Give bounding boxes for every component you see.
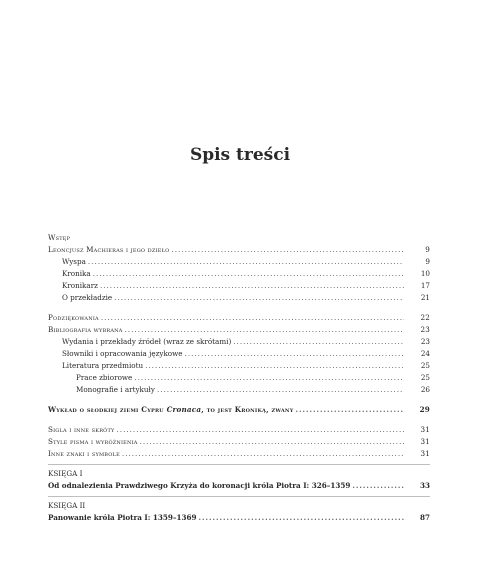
divider [48,464,430,465]
toc-row[interactable] [48,280,430,292]
toc-leader [145,360,404,372]
toc-page-number: 22 [420,313,430,322]
toc-row-book2[interactable] [48,512,430,524]
toc-leader [157,384,404,396]
toc-leader [199,512,404,524]
toc-group-sigla [48,424,430,460]
toc-page-number: 9 [425,257,430,266]
toc-leader [140,436,404,448]
toc-label: Style pisma i wyróżnienia [48,437,138,446]
toc-label: Kronika [62,269,91,278]
toc-label: Słowniki i opracowania językowe [62,349,183,358]
toc-page-number: 25 [420,373,430,382]
toc-page-number: 17 [420,281,430,290]
toc-label: KSIĘGA II [48,501,86,510]
toc-leader [233,336,404,348]
toc-label: Panowanie króla Piotra I: 1359–1369 [48,513,197,522]
toc-label: Wydania i przekłady źródeł (wraz ze skrótami) [62,337,232,346]
toc-label: Monografie i artykuły [76,385,155,394]
toc-label: Od odnalezienia Prawdziwego Krzyża do koronacji króla Piotra I: 326–1359 [48,481,351,490]
toc-label: Prace zbiorowe [76,373,133,382]
toc-page-number: 23 [420,325,430,334]
toc-page-number: 26 [420,385,430,394]
page-title: Spis treści [189,145,291,165]
toc-label: Wykład o słodkiej ziemi Cypru Cronaca, to jest Kroniką, zwany [48,405,294,414]
toc-page-number: 25 [420,361,430,370]
toc-row[interactable] [48,348,430,360]
toc-label: Inne znaki i symbole [48,449,120,458]
toc-heading-book1 [48,468,430,480]
toc-page-number: 23 [420,337,430,346]
toc-label: Podziękowania [48,313,99,322]
toc-label: Literatura przedmiotu [62,361,144,370]
toc-row[interactable] [48,424,430,436]
toc-row[interactable] [48,292,430,304]
toc-label: Kronikarz [62,281,98,290]
toc-leader [295,404,404,416]
toc-leader [171,244,404,256]
toc-heading-book2 [48,500,430,512]
toc-leader [114,292,404,304]
toc-leader [93,268,404,280]
toc-row-book1[interactable] [48,480,430,492]
toc-page-number: 24 [420,349,430,358]
toc-heading-wstep [48,232,430,244]
toc-label: Bibliografia wybrana [48,325,123,334]
toc-leader [101,312,404,324]
toc-leader [117,424,405,436]
toc-leader [134,372,404,384]
toc-row[interactable] [48,244,430,256]
toc-group-wstep [48,244,430,304]
toc-leader [88,256,404,268]
toc-row[interactable] [48,268,430,280]
toc-leader [352,480,404,492]
toc-label: Leoncjusz Machieras i jego dzieło [48,245,170,254]
toc-page-number: 87 [419,513,430,522]
toc-label: Sigla i inne skróty [48,425,115,434]
toc-row[interactable] [48,436,430,448]
toc-leader [100,280,404,292]
toc-row[interactable] [48,384,430,396]
toc-page-number: 9 [425,245,430,254]
toc-page-number: 33 [419,481,430,490]
toc-label: O przekładzie [62,293,113,302]
toc-row[interactable] [48,360,430,372]
toc-row[interactable] [48,256,430,268]
toc-page-number: 31 [420,425,430,434]
toc-page-number: 29 [419,405,430,414]
toc-page-number: 21 [420,293,430,302]
toc-label: Wstęp [48,233,71,242]
toc-leader [125,324,404,336]
toc-page-number: 31 [420,437,430,446]
table-of-contents [48,232,430,524]
toc-label: Wyspa [62,257,86,266]
toc-row[interactable] [48,336,430,348]
toc-label: KSIĘGA I [48,469,83,478]
toc-row[interactable] [48,372,430,384]
divider [48,496,430,497]
toc-row[interactable] [48,312,430,324]
toc-row[interactable] [48,324,430,336]
toc-page-number: 10 [420,269,430,278]
toc-group-bibliography [48,312,430,396]
toc-page-number: 31 [420,449,430,458]
toc-row-wyklad[interactable] [48,404,430,416]
toc-leader [185,348,404,360]
toc-leader [122,448,404,460]
toc-row[interactable] [48,448,430,460]
